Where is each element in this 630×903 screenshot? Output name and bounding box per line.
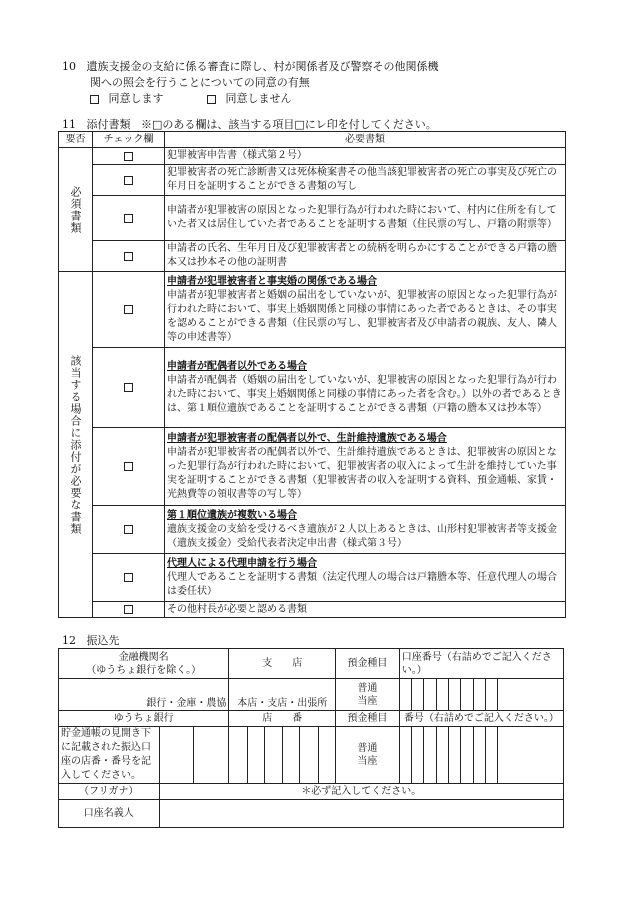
store-number-label: 店 番 (229, 711, 336, 727)
required-doc-checkbox[interactable] (124, 152, 133, 161)
furigana-label: （フリガナ） (59, 784, 160, 800)
consent-options (62, 91, 532, 107)
deposit-type-label: 預金種目 (336, 649, 400, 679)
ordinary-option[interactable]: 普通 (357, 682, 378, 694)
yucho-number-digit[interactable] (399, 727, 411, 784)
store-number-digit[interactable] (300, 727, 318, 784)
deposit-type-field[interactable] (336, 679, 400, 711)
yucho-number-digit[interactable] (461, 727, 473, 784)
section-10-line1 (62, 59, 532, 75)
conditional-doc (165, 554, 566, 602)
account-label: 口座番号（右詰めでご記入ください。） (399, 649, 563, 679)
yucho-deposit-type-field[interactable] (336, 727, 400, 784)
holder-field[interactable] (159, 800, 563, 828)
conditional-doc-heading: 申請者が配偶者以外である場合 (167, 360, 307, 372)
section-12-heading (62, 632, 120, 648)
section-10-line2: 関への照会を行うことについての同意の有無 (90, 76, 310, 89)
required-doc-checkbox[interactable] (124, 214, 133, 223)
yucho-symbol-digit[interactable] (159, 727, 194, 784)
conditional-doc-text: 申請者が犯罪被害者の配偶者以外で、生計維持遺族であるときは、犯罪被害の原因となった犯罪行為が行われた時において、犯罪被害者の収入によって生計を維持していた事実を証明することができる書類（犯罪被害者の収入を証明する資料、預金通帳、家賃・光熱費等の領収書等の写し等） (167, 446, 557, 500)
holder-label: 口座名義人 (59, 800, 160, 828)
other-doc: その他村長が必要と認める書類 (165, 602, 566, 618)
conditional-doc-text: 代理人であることを証明する書類（法定代理人の場合は戸籍謄本等、任意代理人の場合は委任状） (167, 571, 557, 597)
conditional-doc-checkbox[interactable] (124, 383, 133, 392)
yucho-symbol-digit[interactable] (194, 727, 229, 784)
bank-types: 銀行・金庫・農協 (146, 698, 227, 709)
section-10-number: 10 (62, 60, 76, 73)
header-category: 要否 (59, 132, 93, 148)
section-12-title: 振込先 (86, 634, 120, 647)
yucho-number-digit[interactable] (424, 727, 436, 784)
furigana-field[interactable] (159, 784, 563, 800)
yucho-number-digit[interactable] (448, 727, 460, 784)
conditional-doc-text: 申請者が犯罪被害者と婚姻の届出をしていないが、犯罪被害の原因となった犯罪行為が行われた時において、事実上婚姻関係と同様の事情にあった者であるときは、その事実を認めることができる書類（住民票の写し、犯罪被害者及び申請者の親族、友人、隣人等の申述書等） (167, 289, 557, 343)
conditional-doc-text: 申請者が配偶者（婚姻の届出をしていないが、犯罪被害の原因となった犯罪行為が行われた時において、事実上婚姻関係と同様の事情にあった者を含む。）以外の者であるときは、第１順位遺族であることを証明することができる書類（戸籍の謄本又は抄本等） (167, 374, 562, 414)
account-digit[interactable] (448, 679, 460, 711)
yucho-number-label: 番号（右詰めでご記入ください。） (399, 711, 563, 727)
category-required (59, 148, 93, 272)
conditional-doc-checkbox[interactable] (124, 525, 133, 534)
disagree-checkbox[interactable] (207, 95, 216, 104)
agree-checkbox[interactable] (90, 95, 99, 104)
conditional-doc-heading: 代理人による代理申請を行う場合 (167, 557, 317, 569)
required-doc-checkbox[interactable] (124, 176, 133, 185)
account-digit[interactable] (436, 679, 448, 711)
yucho-checking-option[interactable]: 当座 (357, 756, 378, 767)
bank-name-label: 金融機関名 (118, 651, 169, 663)
conditional-doc-text: 遺族支援金の支給を受けるべき遺族が２人以上あるときは、山形村犯罪被害者等支援金（遺族支援金）受給代表者決定申出書（様式第３号） (167, 523, 557, 549)
yucho-deposit-type-label: 預金種目 (336, 711, 400, 727)
section-11-number: 11 (62, 118, 76, 131)
checking-option[interactable]: 当座 (357, 695, 378, 707)
passbook-note: 貯金通帳の見開き下に記載された振込口座の店番・番号を記入してください。 (59, 727, 160, 784)
required-doc: 犯罪被害申告書（様式第２号） (165, 148, 566, 165)
branch-label: 支 店 (229, 649, 336, 679)
account-digit[interactable] (461, 679, 473, 711)
store-number-digit[interactable] (229, 727, 247, 784)
conditional-doc-heading: 申請者が犯罪被害者の配偶者以外で、生計維持遺族である場合 (167, 432, 447, 444)
yucho-number-digit[interactable] (412, 727, 424, 784)
header-check: チェック欄 (93, 132, 165, 148)
store-number-digit[interactable] (282, 727, 299, 784)
bank-transfer-table (58, 648, 564, 828)
conditional-doc-checkbox[interactable] (124, 305, 133, 314)
account-digit[interactable] (412, 679, 424, 711)
account-digit[interactable] (498, 679, 564, 711)
conditional-doc (165, 348, 566, 428)
conditional-doc (165, 506, 566, 554)
branch-types: 本店・支店・出張所 (237, 698, 328, 709)
required-doc-checkbox[interactable] (124, 252, 133, 261)
account-digit[interactable] (424, 679, 436, 711)
store-number-digit[interactable] (247, 727, 264, 784)
header-docs: 必要書類 (165, 132, 566, 148)
attachments-table (58, 131, 566, 618)
required-doc: 犯罪被害者の死亡診断書又は死体検案書その他当該犯罪被害者の死亡の事実及び死亡の年月日を証明することができる書類の写し (165, 165, 566, 196)
category-conditional (59, 272, 93, 618)
category-conditional-label: 該当する場合に添付が必要な書類 (69, 354, 82, 535)
section-12-number: 12 (62, 634, 76, 647)
conditional-doc (165, 428, 566, 506)
agree-label: 同意します (108, 92, 164, 105)
section-11-heading (62, 116, 562, 132)
bank-name-header (59, 649, 229, 679)
conditional-doc-heading: 申請者が犯罪被害者と事実婚の関係である場合 (167, 275, 377, 287)
yucho-number-digit[interactable] (473, 727, 485, 784)
bank-name-field[interactable] (59, 679, 229, 711)
yucho-number-digit[interactable] (436, 727, 448, 784)
required-note: ＊必ず記入してください。 (301, 786, 422, 797)
section-11-title: 添付書類 (86, 118, 131, 131)
yucho-label: ゆうちょ銀行 (59, 711, 229, 727)
account-digit[interactable] (485, 679, 497, 711)
branch-field[interactable] (229, 679, 336, 711)
bank-name-note: （ゆうちょ銀行を除く。） (86, 664, 202, 676)
disagree-label: 同意しません (225, 92, 292, 105)
conditional-doc (165, 272, 566, 348)
section-11-note: ※□のある欄は、該当する項目□にレ印を付してください。 (141, 118, 437, 131)
required-doc: 申請者の氏名、生年月日及び犯罪被害者との続柄を明らかにすることができる戸籍の謄本又は抄本その他の証明書 (165, 241, 566, 272)
account-digit[interactable] (473, 679, 485, 711)
store-number-digit[interactable] (265, 727, 282, 784)
yucho-number-digit[interactable] (498, 727, 564, 784)
section-10 (62, 59, 532, 107)
category-required-label: 必須書類 (69, 185, 82, 234)
section-10-text-line1: 遺族支援金の支給に係る審査に際し、村が関係者及び警察その他関係機 (86, 60, 439, 73)
conditional-doc-heading: 第１順位遺族が複数いる場合 (167, 509, 297, 521)
conditional-doc-checkbox[interactable] (124, 462, 133, 471)
yucho-number-digit[interactable] (485, 727, 497, 784)
yucho-ordinary-option[interactable]: 普通 (357, 743, 378, 754)
store-number-digit[interactable] (318, 727, 335, 784)
account-digit[interactable] (399, 679, 411, 711)
other-doc-checkbox[interactable] (124, 605, 133, 614)
required-doc: 申請者が犯罪被害の原因となった犯罪行為が行われた時において、村内に住所を有していた者又は居住していた者であることを証明する書類（住民票の写し、戸籍の附票等） (165, 196, 566, 241)
conditional-doc-checkbox[interactable] (124, 573, 133, 582)
